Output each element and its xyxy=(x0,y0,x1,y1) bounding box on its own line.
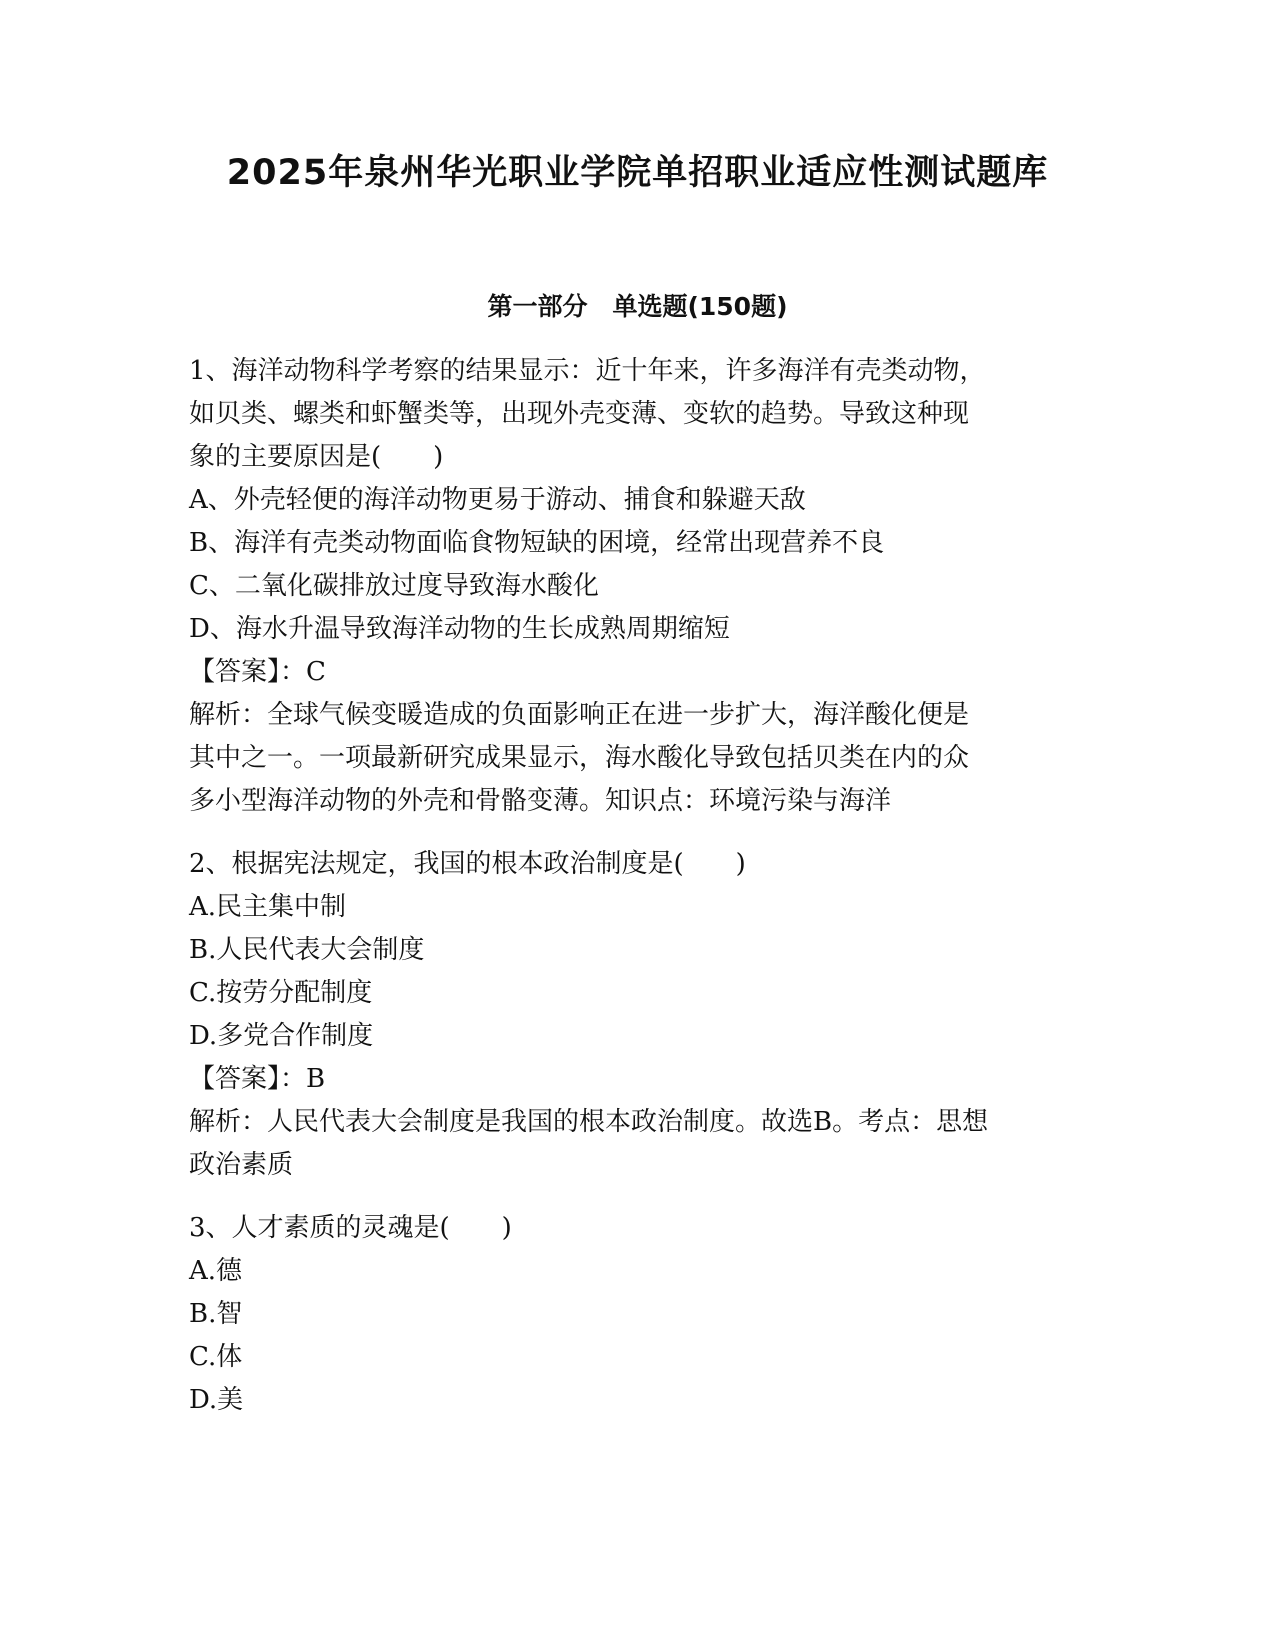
option-d: D.美 xyxy=(189,1385,244,1415)
question-stem-line: 1、海洋动物科学考察的结果显示：近十年来，许多海洋有壳类动物， xyxy=(189,356,986,386)
question-list xyxy=(189,350,1089,1422)
option-a: A.民主集中制 xyxy=(189,892,347,922)
option-c: C.按劳分配制度 xyxy=(189,978,373,1008)
option-a: A.德 xyxy=(189,1256,243,1286)
question-2 xyxy=(189,843,1089,1187)
question-spacer xyxy=(189,1187,1089,1207)
option-b: B.智 xyxy=(189,1299,243,1329)
option-c: C、二氧化碳排放过度导致海水酸化 xyxy=(189,571,599,601)
answer-line: 【答案】：B xyxy=(189,1064,326,1094)
section-title: 第一部分 单选题(150题) xyxy=(487,292,788,321)
question-stem-line: 象的主要原因是( ) xyxy=(189,442,444,472)
option-b: B、海洋有壳类动物面临食物短缺的困境，经常出现营养不良 xyxy=(189,528,885,558)
option-d: D.多党合作制度 xyxy=(189,1021,374,1051)
option-a: A、外壳轻便的海洋动物更易于游动、捕食和躲避天敌 xyxy=(189,485,806,515)
analysis-line: 解析：人民代表大会制度是我国的根本政治制度。故选B。考点：思想 xyxy=(189,1107,989,1137)
question-stem-line: 2、根据宪法规定，我国的根本政治制度是( ) xyxy=(189,849,746,879)
answer-line: 【答案】：C xyxy=(189,657,326,687)
question-3 xyxy=(189,1207,1089,1422)
question-spacer xyxy=(189,823,1089,843)
document-title: 2025年泉州华光职业学院单招职业适应性测试题库 xyxy=(226,153,1049,193)
analysis-line: 解析：全球气候变暖造成的负面影响正在进一步扩大，海洋酸化便是 xyxy=(189,700,970,730)
question-stem-line: 3、人才素质的灵魂是( ) xyxy=(189,1213,512,1243)
option-b: B.人民代表大会制度 xyxy=(189,935,425,965)
option-d: D、海水升温导致海洋动物的生长成熟周期缩短 xyxy=(189,614,730,644)
analysis-line: 其中之一。一项最新研究成果显示，海水酸化导致包括贝类在内的众 xyxy=(189,743,970,773)
analysis-line: 政治素质 xyxy=(189,1150,294,1180)
option-c: C.体 xyxy=(189,1342,243,1372)
question-1 xyxy=(189,350,1089,823)
analysis-line: 多小型海洋动物的外壳和骨骼变薄。知识点：环境污染与海洋 xyxy=(189,786,892,816)
question-stem-line: 如贝类、螺类和虾蟹类等，出现外壳变薄、变软的趋势。导致这种现 xyxy=(189,399,970,429)
